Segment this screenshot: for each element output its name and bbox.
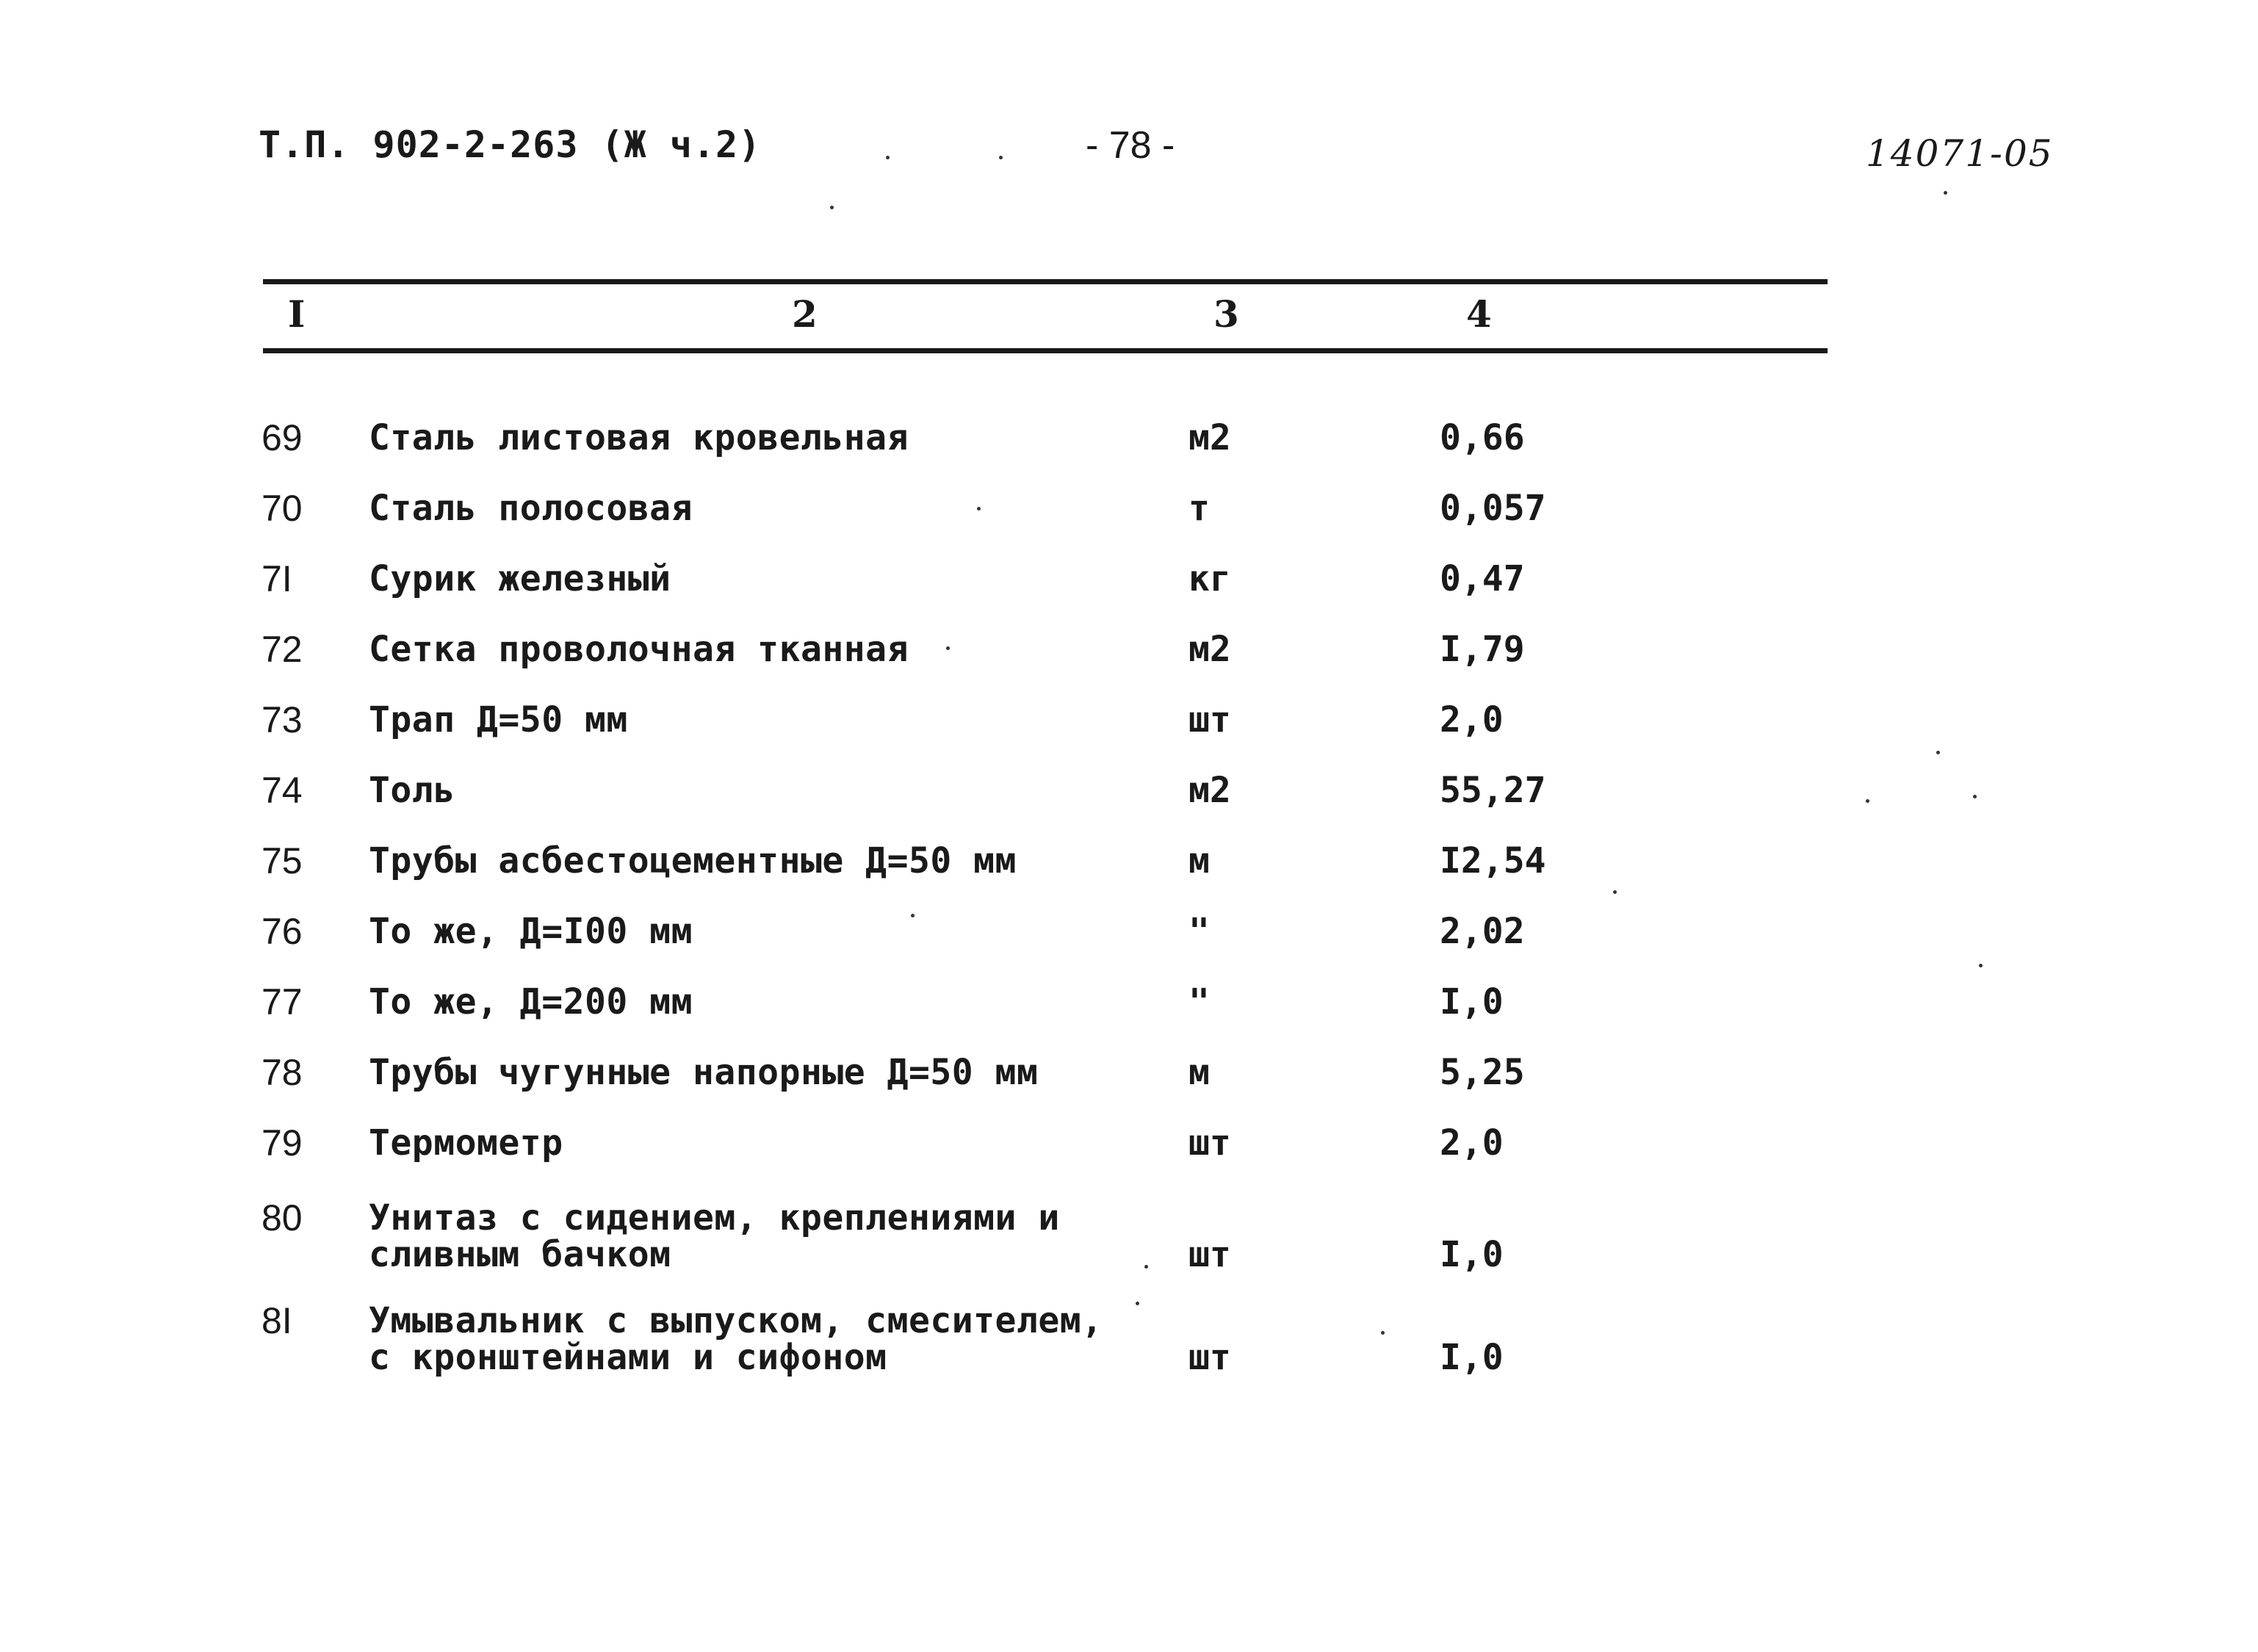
- table-header-rule: [263, 348, 1828, 353]
- handwritten-stamp: 14071-05: [1866, 132, 2054, 175]
- row-name: Сталь листовая кровельная: [369, 417, 909, 458]
- row-quantity: 55,27: [1440, 770, 1546, 811]
- row-number: 76: [261, 911, 303, 952]
- row-quantity: 2,0: [1440, 1122, 1504, 1164]
- row-number: 8I: [261, 1300, 292, 1341]
- row-unit: шт: [1188, 1122, 1231, 1164]
- row-number: 74: [261, 770, 303, 811]
- scan-speck: [1613, 890, 1617, 894]
- scan-speck: [1979, 964, 1983, 967]
- table-top-rule: [263, 279, 1828, 284]
- row-unit: шт: [1188, 1337, 1231, 1378]
- row-unit: шт: [1188, 699, 1231, 740]
- row-quantity: 5,25: [1440, 1052, 1525, 1093]
- row-name: Термометр: [369, 1122, 563, 1164]
- scan-speck: [1944, 191, 1947, 195]
- scan-speck: [1381, 1331, 1385, 1335]
- column-number-1: I: [288, 292, 306, 336]
- scan-speck: [1136, 1302, 1139, 1305]
- row-name-line-1: Умывальник с выпуском, смесителем,: [369, 1300, 1103, 1341]
- column-number-4: 4: [1466, 292, 1492, 336]
- scan-speck: [999, 156, 1003, 159]
- row-unit: ": [1188, 981, 1210, 1022]
- scan-speck: [1936, 751, 1940, 754]
- row-name: То же, Д=I00 мм: [369, 911, 693, 952]
- row-number: 70: [261, 488, 303, 529]
- row-number: 80: [261, 1197, 303, 1238]
- row-unit: м2: [1188, 770, 1231, 811]
- row-number: 69: [261, 417, 303, 458]
- row-number: 77: [261, 981, 303, 1022]
- row-number: 78: [261, 1052, 303, 1093]
- row-name: Толь: [369, 770, 455, 811]
- row-unit: м2: [1188, 417, 1231, 458]
- row-quantity: 0,47: [1440, 558, 1525, 599]
- scan-speck: [1144, 1265, 1148, 1269]
- row-name-line-1: Унитаз с сидением, креплениями и: [369, 1197, 1060, 1238]
- row-name-line-2: с кронштейнами и сифоном: [369, 1337, 887, 1378]
- row-name: Сталь полосовая: [369, 488, 693, 529]
- page-number: - 78 -: [1086, 124, 1175, 167]
- row-unit: м: [1188, 1052, 1210, 1093]
- scan-speck: [977, 507, 981, 511]
- row-quantity: I,79: [1440, 629, 1525, 670]
- row-unit: кг: [1188, 558, 1231, 599]
- column-number-3: 3: [1213, 292, 1239, 336]
- row-name: [369, 1197, 1060, 1275]
- row-number: 72: [261, 629, 303, 670]
- row-quantity: 2,02: [1440, 911, 1525, 952]
- row-name: Трап Д=50 мм: [369, 699, 628, 740]
- row-quantity: I,0: [1440, 1337, 1504, 1378]
- row-quantity: I2,54: [1440, 840, 1546, 881]
- scan-speck: [830, 206, 834, 209]
- row-number: 75: [261, 840, 303, 881]
- row-name: Сурик железный: [369, 558, 671, 599]
- row-number: 73: [261, 699, 303, 740]
- scan-speck: [1866, 799, 1869, 803]
- row-unit: м: [1188, 840, 1210, 881]
- row-quantity: I,0: [1440, 981, 1504, 1022]
- row-number: 7I: [261, 558, 292, 599]
- row-unit: т: [1188, 488, 1210, 529]
- document-code: Т.П. 902-2-263 (Ж ч.2): [259, 123, 762, 166]
- row-name: Трубы асбестоцементные Д=50 мм: [369, 840, 1017, 881]
- row-name: [369, 1300, 1103, 1378]
- row-unit: шт: [1188, 1234, 1231, 1275]
- row-unit: м2: [1188, 629, 1231, 670]
- row-name: Трубы чугунные напорные Д=50 мм: [369, 1052, 1039, 1093]
- row-name: То же, Д=200 мм: [369, 981, 693, 1022]
- row-unit: ": [1188, 911, 1210, 952]
- row-name-line-2: сливным бачком: [369, 1234, 671, 1275]
- scan-speck: [886, 156, 890, 159]
- row-quantity: I,0: [1440, 1234, 1504, 1275]
- column-number-2: 2: [792, 292, 818, 336]
- row-number: 79: [261, 1122, 303, 1164]
- scan-speck: [946, 646, 950, 650]
- scan-speck: [1973, 795, 1977, 798]
- row-quantity: 2,0: [1440, 699, 1504, 740]
- row-quantity: 0,057: [1440, 488, 1546, 529]
- row-quantity: 0,66: [1440, 417, 1525, 458]
- scan-speck: [911, 914, 915, 917]
- row-name: Сетка проволочная тканная: [369, 629, 909, 670]
